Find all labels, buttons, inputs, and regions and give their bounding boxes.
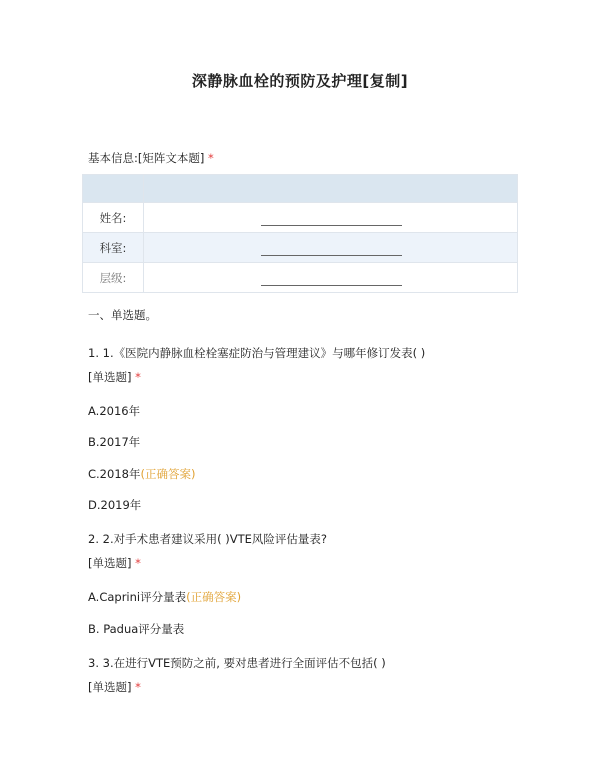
- option-text: A.2016年: [88, 404, 141, 418]
- question-type-label: [单选题]: [88, 556, 132, 570]
- matrix-row-name: [83, 203, 518, 233]
- matrix-header-cell: [144, 175, 518, 203]
- name-label: 姓名:: [83, 203, 144, 233]
- required-mark: *: [135, 556, 141, 570]
- basic-info-label: [88, 150, 214, 166]
- question-2-type: [88, 555, 141, 571]
- matrix-row-level: [83, 263, 518, 293]
- required-mark: *: [208, 151, 214, 165]
- question-1-type: [88, 369, 141, 385]
- question-2-text: 2. 2.对手术患者建议采用( )VTE风险评估量表?: [88, 532, 327, 546]
- basic-info-matrix: [82, 174, 518, 293]
- required-mark: *: [135, 680, 141, 694]
- basic-info-label-text: 基本信息:[矩阵文本题]: [88, 151, 205, 165]
- matrix-header-row: [83, 175, 518, 203]
- level-field[interactable]: [144, 263, 518, 293]
- matrix-row-department: [83, 233, 518, 263]
- section-heading: 一、单选题。: [88, 308, 157, 322]
- question-1-text: 1. 1.《医院内静脉血栓栓塞症防治与管理建议》与哪年修订发表( ): [88, 346, 426, 360]
- department-field-underline: [261, 254, 402, 256]
- question-2-option-b[interactable]: [88, 621, 184, 637]
- correct-answer-label: (正确答案): [186, 590, 242, 604]
- option-text: B.2017年: [88, 435, 141, 449]
- department-label: 科室:: [83, 233, 144, 263]
- question-2-option-a[interactable]: [88, 589, 241, 605]
- option-text: C.2018年: [88, 467, 141, 481]
- matrix-header-cell: [83, 175, 144, 203]
- question-type-label: [单选题]: [88, 370, 132, 384]
- question-1-option-b[interactable]: [88, 434, 140, 450]
- question-3-text: 3. 3.在进行VTE预防之前, 要对患者进行全面评估不包括( ): [88, 656, 386, 670]
- required-mark: *: [135, 370, 141, 384]
- option-text: D.2019年: [88, 498, 142, 512]
- level-label: 层级:: [83, 263, 144, 293]
- question-3-type: [88, 679, 141, 695]
- question-1-option-d[interactable]: [88, 497, 141, 513]
- question-1-option-a[interactable]: [88, 403, 140, 419]
- name-field[interactable]: [144, 203, 518, 233]
- option-text: A.Caprini评分量表: [88, 590, 187, 604]
- page-title: 深静脉血栓的预防及护理[复制]: [191, 72, 409, 90]
- question-type-label: [单选题]: [88, 680, 132, 694]
- name-field-underline: [261, 224, 402, 226]
- department-field[interactable]: [144, 233, 518, 263]
- question-1-option-c[interactable]: [88, 466, 195, 482]
- correct-answer-label: (正确答案): [140, 467, 196, 481]
- level-field-underline: [261, 284, 402, 286]
- option-text: B. Padua评分量表: [88, 622, 185, 636]
